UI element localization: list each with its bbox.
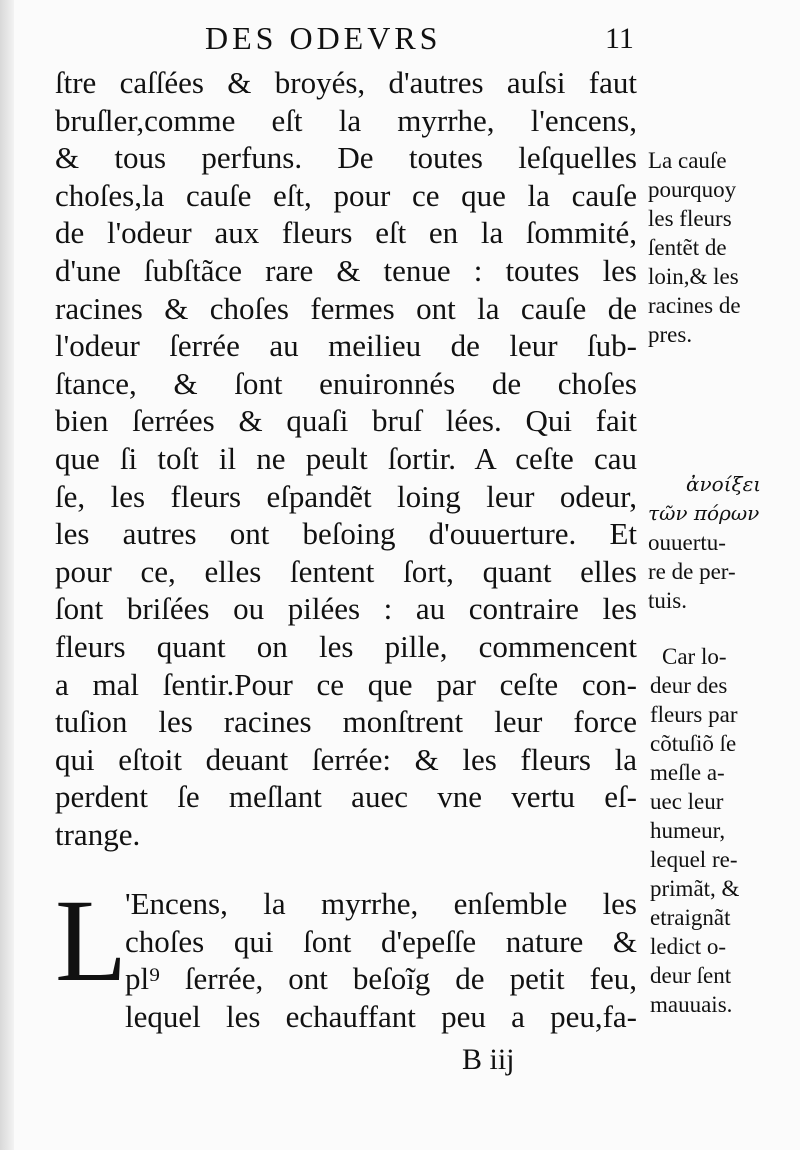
note-line: tuis. [648,588,687,613]
note-line: ſentẽt de [648,235,727,260]
note-line: deur ſent [650,963,732,988]
text-line: d'une ſubſtãce rare & tenue : toutes les [55,252,637,288]
page-number: 11 [605,22,634,55]
note-line: meſle a- [650,760,725,785]
text-line: qui eſtoit deuant ſerrée: & les fleurs la [55,741,637,777]
text-line: ſe, les fleurs eſpandẽt loing leur odeur, [55,478,637,514]
note-line: humeur, [650,818,726,843]
text-line: a mal ſentir.Pour ce que par ceſte con- [55,666,637,702]
text-line: bruſler,comme eſt la myrrhe, l'encens, [55,102,637,138]
text-line: l'odeur ſerrée au meilieu de leur ſub- [55,328,637,364]
margin-note-2 [648,470,798,615]
text-line: pour ce, elles ſentent ſort, quant elles [55,553,637,589]
note-line: fleurs par [650,702,738,727]
text-line: racines & choſes fermes ont la cauſe de [55,290,637,326]
text-line: les autres ont beſoing d'ouuerture. Et [55,516,637,552]
text-line: tuſion les racines monſtrent leur force [55,704,637,740]
note-line: pres. [648,322,693,347]
text-line: ſtre caſſées & broyés, d'autres auſsi faut [55,65,637,100]
second-paragraph [55,875,637,1035]
drop-cap: L [55,875,128,1006]
note-line: La cauſe [648,148,727,173]
main-text-block [55,64,637,853]
text-line: choſes,la cauſe eſt, pour ce que la cauſe [55,177,637,213]
note-line: primãt, & [650,876,740,901]
text-line: perdent ſe meſlant auec vne vertu eſ- [55,779,637,815]
text-line: ſtance, & ſont enuironnés de choſes [55,365,637,401]
greek-note-line: ἀνοίξει [686,472,762,496]
text-line: lequel les echauffant peu a peu,fa- [125,998,637,1034]
note-line: Car lo- [662,644,727,669]
note-line: cõtuſiõ ſe [650,731,737,756]
text-line: ſont briſées ou pilées : au contraire les [55,591,637,627]
note-line: lequel re- [650,847,738,872]
note-line: etraignãt [650,905,731,930]
note-line: mauuais. [650,992,733,1017]
note-line: re de per- [648,559,736,584]
margin-note-1 [648,146,798,349]
running-head: DES ODEVRS [205,20,442,56]
note-line: ouuertu- [648,530,726,555]
text-line: 'Encens, la myrrhe, enſemble les [125,886,637,921]
text-line: pl⁹ ſerrée, ont beſoĩg de petit feu, [125,961,637,997]
text-line: de l'odeur aux fleurs eſt en la ſommité, [55,215,637,251]
text-line: choſes qui ſont d'epeſſe nature & [125,923,637,959]
note-line: les fleurs [648,206,732,231]
page-edge-shadow [0,0,14,1150]
text-line: & tous perfuns. De toutes leſquelles [55,140,637,176]
margin-note-3 [650,642,800,1019]
text-line: fleurs quant on les pille, commencent [55,628,637,664]
text-line: que ſi toſt il ne peult ſortir. A ceſte cau [55,440,637,476]
note-line: loin,& les [648,264,739,289]
note-line: racines de [648,293,741,318]
note-line: deur des [650,673,728,698]
signature-mark: B iij [462,1043,515,1076]
greek-note-line: τῶν πόρων [648,501,760,525]
text-line: bien ſerrées & quaſi bruſ lées. Qui fait [55,403,637,439]
note-line: uec leur [650,789,724,814]
text-line: trange. [55,816,141,852]
note-line: ledict o- [650,934,726,959]
note-line: pourquoy [648,177,737,202]
